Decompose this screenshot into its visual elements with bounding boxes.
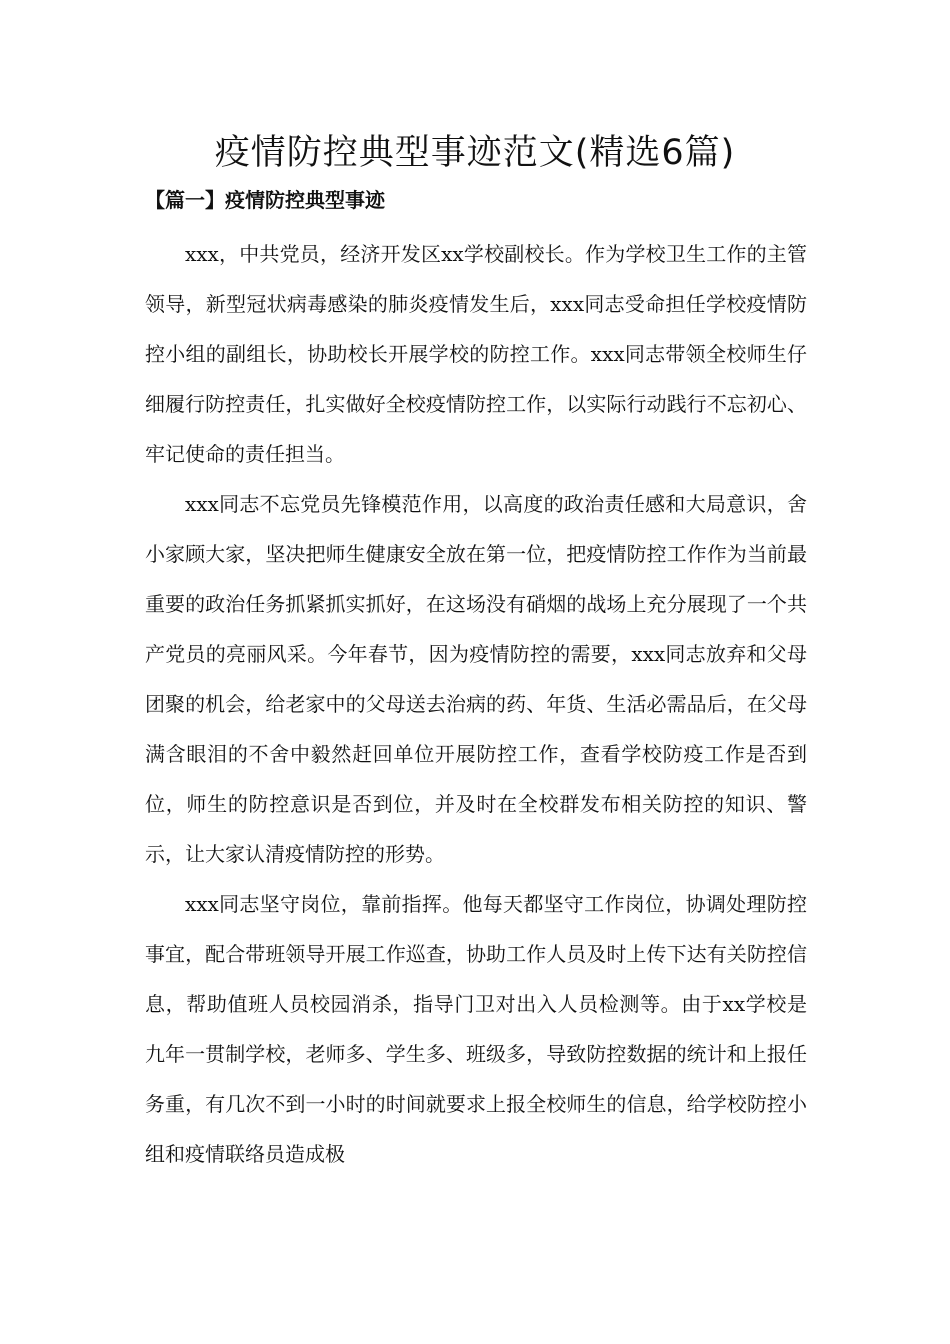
document-body	[145, 229, 807, 1179]
document-title: 疫情防控典型事迹范文(精选6篇)	[214, 133, 736, 173]
section-heading: 【篇一】疫情防控典型事迹	[145, 188, 385, 212]
paragraph-3: xxx同志坚守岗位，靠前指挥。他每天都坚守工作岗位，协调处理防控事宜，配合带班领导开展工作巡查，协助工作人员及时上传下达有关防控信息，帮助值班人员校园消杀，指导门卫对出入人员检测等。由于xx学校是九年一贯制学校，老师多、学生多、班级多，导致防控数据的统计和上报任务重，有几次不到一小时的时间就要求上报全校师生的信息，给学校防控小组和疫情联络员造成极	[145, 892, 807, 1166]
paragraph-2: xxx同志不忘党员先锋模范作用，以高度的政治责任感和大局意识，舍小家顾大家，坚决把师生健康安全放在第一位，把疫情防控工作作为当前最重要的政治任务抓紧抓实抓好，在这场没有硝烟的战场上充分展现了一个共产党员的亮丽风采。今年春节，因为疫情防控的需要，xxx同志放弃和父母团聚的机会，给老家中的父母送去治病的药、年货、生活必需品后，在父母满含眼泪的不舍中毅然赶回单位开展防控工作，查看学校防疫工作是否到位，师生的防控意识是否到位，并及时在全校群发布相关防控的知识、警示，让大家认清疫情防控的形势。	[145, 492, 807, 866]
paragraph-1: xxx，中共党员，经济开发区xx学校副校长。作为学校卫生工作的主管领导，新型冠状病毒感染的肺炎疫情发生后，xxx同志受命担任学校疫情防控小组的副组长，协助校长开展学校的防控工作。xxx同志带领全校师生仔细履行防控责任，扎实做好全校疫情防控工作，以实际行动践行不忘初心、牢记使命的责任担当。	[145, 242, 807, 466]
